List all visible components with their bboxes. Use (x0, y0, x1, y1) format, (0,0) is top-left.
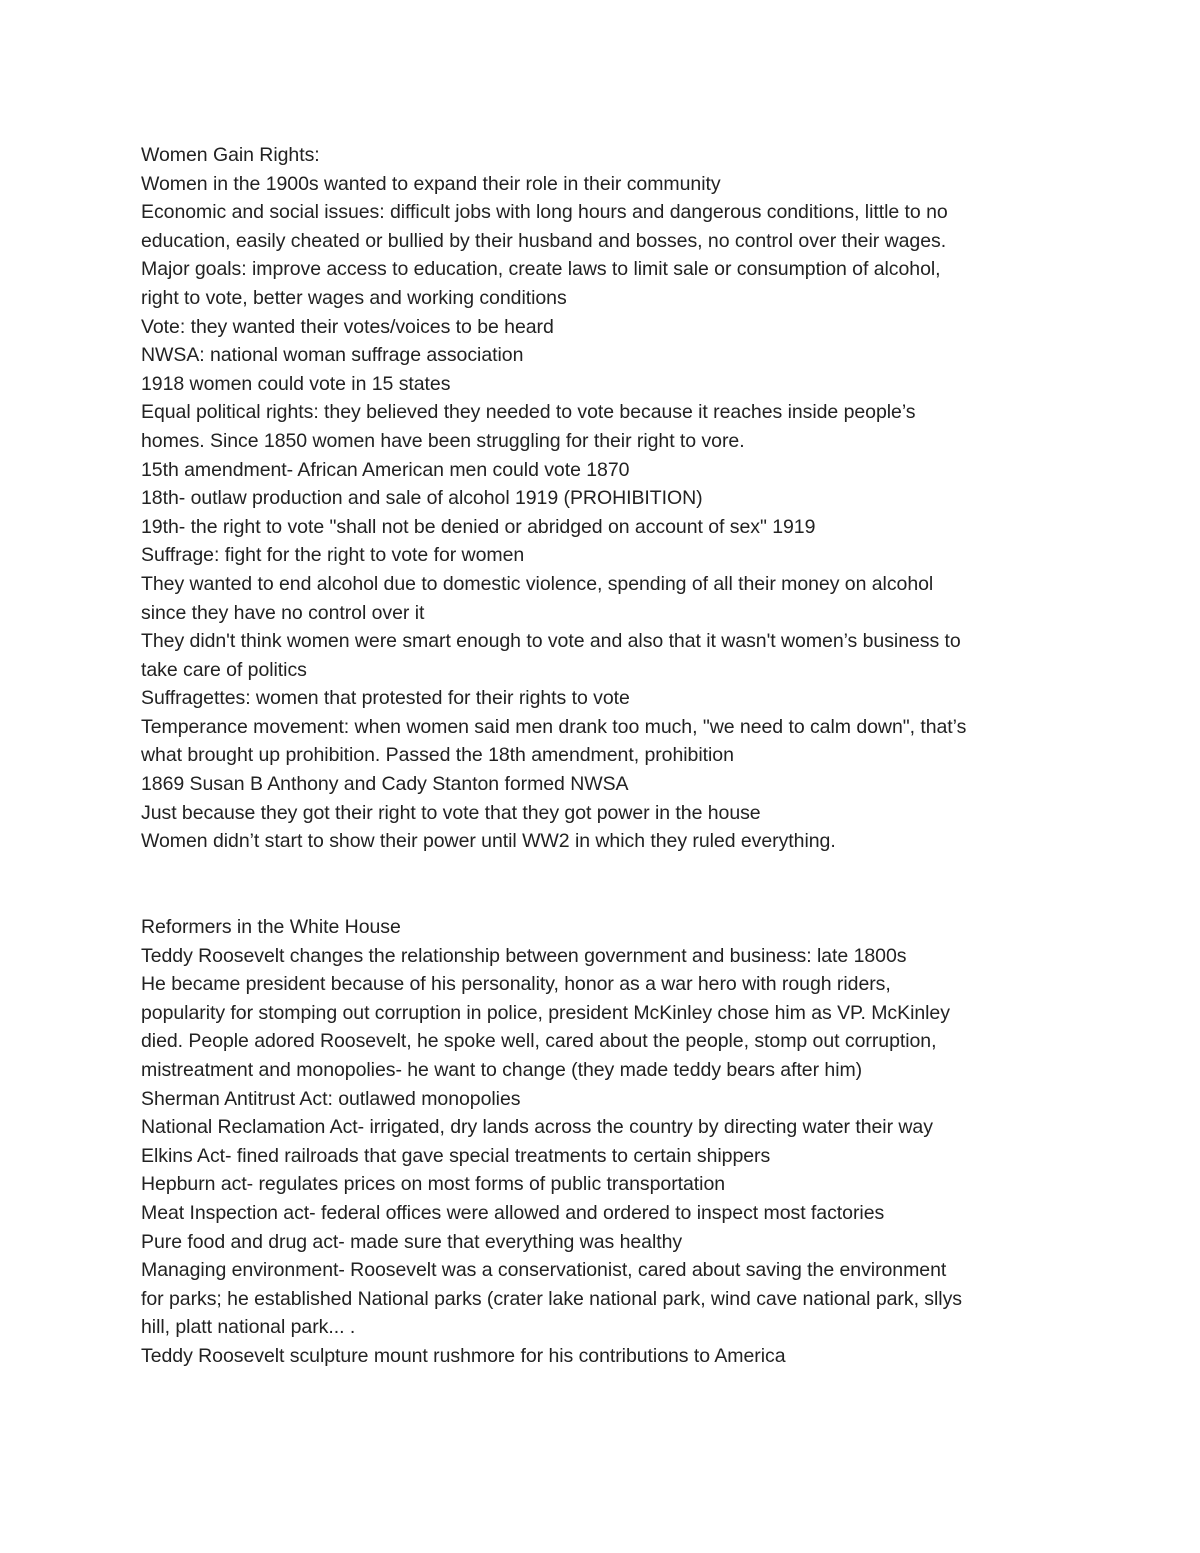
text-line: since they have no control over it (141, 601, 425, 624)
text-line: for parks; he established National parks (crater lake national park, wind cave national park, sllys (141, 1287, 962, 1310)
text-line: Temperance movement: when women said men drank too much, "we need to calm down", that’s (141, 715, 967, 738)
section-reformers-white-house (141, 913, 1071, 1371)
text-line: Sherman Antitrust Act: outlawed monopolies (141, 1087, 521, 1110)
text-line: Teddy Roosevelt changes the relationship between government and business: late 1800s (141, 944, 907, 967)
text-line: mistreatment and monopolies- he want to change (they made teddy bears after him) (141, 1059, 863, 1081)
text-line: Meat Inspection act- federal offices were allowed and ordered to inspect most factories (141, 1201, 885, 1224)
text-line: He became president because of his personality, honor as a war hero with rough riders, (141, 973, 891, 996)
text-line: Women in the 1900s wanted to expand their role in their community (141, 172, 721, 195)
text-line: right to vote, better wages and working conditions (141, 286, 567, 309)
text-line: Economic and social issues: difficult jobs with long hours and dangerous conditions, little to no (141, 201, 948, 224)
text-line: 1918 women could vote in 15 states (141, 372, 451, 395)
section-title: Women Gain Rights: (141, 144, 320, 166)
text-line: Just because they got their right to vote that they got power in the house (141, 801, 761, 824)
text-line: 19th- the right to vote "shall not be denied or abridged on account of sex" 1919 (141, 515, 816, 538)
text-line: Equal political rights: they believed they needed to vote because it reaches inside people’s (141, 401, 916, 424)
text-line: 1869 Susan B Anthony and Cady Stanton formed NWSA (141, 773, 629, 796)
text-line: Hepburn act- regulates prices on most forms of public transportation (141, 1173, 726, 1196)
text-line: popularity for stomping out corruption in police, president McKinley chose him as VP. McKinley (141, 1001, 950, 1024)
text-line: Suffrage: fight for the right to vote for women (141, 544, 525, 567)
text-line: They didn't think women were smart enough to vote and also that it wasn't women’s business to (141, 630, 961, 653)
text-line: Suffragettes: women that protested for their rights to vote (141, 687, 630, 710)
section-women-gain-rights (141, 141, 1071, 856)
text-line: education, easily cheated or bullied by their husband and bosses, no control over their wages. (141, 229, 947, 252)
text-line: Major goals: improve access to education, create laws to limit sale or consumption of alcohol, (141, 258, 941, 281)
text-line: Women didn’t start to show their power until WW2 in which they ruled everything. (141, 830, 836, 853)
text-line: Teddy Roosevelt sculpture mount rushmore for his contributions to America (141, 1344, 786, 1367)
text-line: 18th- outlaw production and sale of alcohol 1919 (PROHIBITION) (141, 487, 703, 510)
document-body (141, 141, 1071, 1371)
text-line: National Reclamation Act- irrigated, dry lands across the country by directing water their way (141, 1116, 933, 1139)
text-line: 15th amendment- African American men could vote 1870 (141, 458, 630, 481)
text-line: died. People adored Roosevelt, he spoke well, cared about the people, stomp out corruption, (141, 1030, 937, 1053)
section-title: Reformers in the White House (141, 916, 401, 939)
text-line: Pure food and drug act- made sure that everything was healthy (141, 1230, 683, 1253)
text-line: NWSA: national woman suffrage association (141, 344, 524, 367)
text-line: hill, platt national park... . (141, 1316, 356, 1339)
text-line: Managing environment- Roosevelt was a conservationist, cared about saving the environment (141, 1259, 947, 1282)
text-line: Vote: they wanted their votes/voices to be heard (141, 315, 554, 338)
text-line: Elkins Act- fined railroads that gave special treatments to certain shippers (141, 1144, 771, 1167)
text-line: take care of politics (141, 658, 307, 681)
text-line: homes. Since 1850 women have been struggling for their right to vore. (141, 429, 745, 452)
text-line: They wanted to end alcohol due to domestic violence, spending of all their money on alcohol (141, 572, 934, 595)
section-spacer (141, 856, 1071, 913)
text-line: what brought up prohibition. Passed the 18th amendment, prohibition (141, 744, 734, 767)
